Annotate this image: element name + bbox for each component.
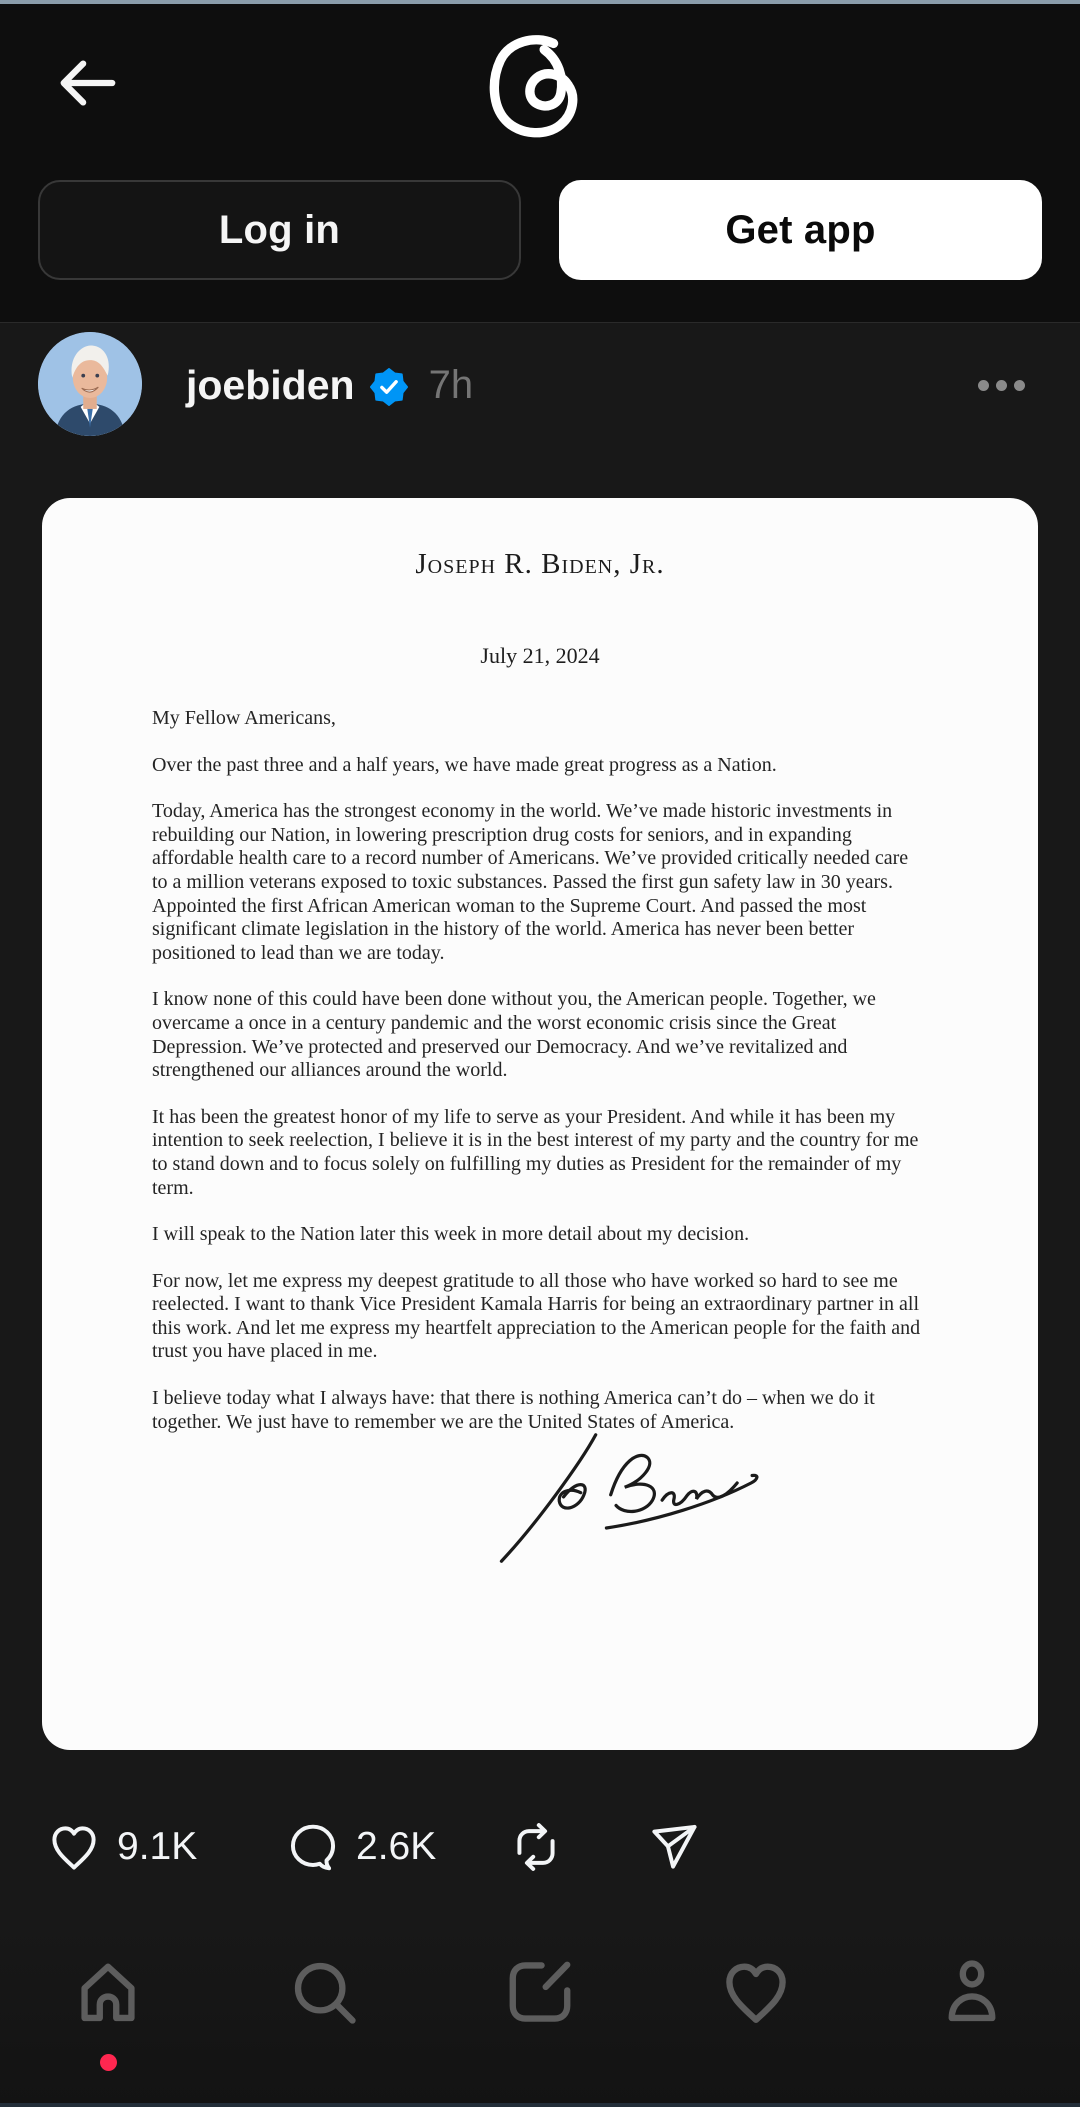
compose-icon <box>502 1954 578 2030</box>
back-arrow-icon[interactable] <box>56 52 118 114</box>
letter-salutation: My Fellow Americans, <box>152 707 336 729</box>
post-image-letter[interactable] <box>42 498 1038 1750</box>
top-header <box>0 0 1080 322</box>
home-icon <box>70 1954 146 2030</box>
log-in-button[interactable] <box>38 180 521 280</box>
letter-paragraph: I believe today what I always have: that there is nothing America can’t do – when we do it together. We just have to remember we are the United States of America. <box>152 1387 875 1433</box>
search-icon <box>286 1954 362 2030</box>
home-notification-dot <box>100 2054 117 2071</box>
letter-paragraph: I know none of this could have been done without you, the American people. Together, we overcame a once in a century pandemic and the worst economic crisis since the Great Depression. We’ve protected and preserved our Democracy. And we’ve revitalized and strengthened our alliances around the world. <box>152 988 876 1082</box>
like-count: 9.1K <box>117 1825 198 1868</box>
signature-image <box>480 1428 780 1568</box>
section-divider <box>0 322 1080 323</box>
comment-icon <box>285 1819 341 1875</box>
heart-icon <box>46 1819 102 1875</box>
letter-paragraph: It has been the greatest honor of my life to serve as your President. And while it has been my intention to seek reelection, I believe it is in the best interest of my party and the country for me to stand down and to focus solely on fulfilling my duties as President for the remainder of my term. <box>152 1105 919 1199</box>
nav-activity[interactable] <box>648 1918 864 2107</box>
nav-home[interactable] <box>0 1918 216 2107</box>
get-app-button[interactable] <box>559 180 1042 280</box>
nav-compose[interactable] <box>432 1918 648 2107</box>
profile-icon <box>934 1954 1010 2030</box>
reply-button[interactable] <box>285 1812 436 1882</box>
avatar[interactable] <box>38 332 142 436</box>
more-options-icon[interactable] <box>968 368 1034 402</box>
share-icon <box>646 1819 702 1875</box>
letter-paragraph: Today, America has the strongest economy in the world. We’ve made historic investments in rebuilding our Nation, in lowering prescription drug costs for seniors, and in expanding affordable health care to a record number of Americans. We’ve provided critically needed care to a million veterans exposed to toxic substances. Passed the first gun safety law in 30 years. Appointed the first African American woman to the Supreme Court. And passed the most significant climate legislation in the history of the world. America has never been better positioned to lead than we are today. <box>152 800 909 964</box>
threads-logo-icon <box>488 30 592 140</box>
avatar-image <box>38 332 142 436</box>
letter-paragraph: I will speak to the Nation later this week in more detail about my decision. <box>152 1223 750 1246</box>
username-link[interactable]: joebiden <box>186 361 355 408</box>
activity-heart-icon <box>718 1954 794 2030</box>
letter-body <box>152 707 926 1434</box>
post-action-bar <box>0 1812 1080 1882</box>
status-bar-strip <box>0 0 1080 4</box>
post-header <box>186 358 473 412</box>
share-button[interactable] <box>646 1812 702 1882</box>
post-timestamp: 7h <box>428 362 474 407</box>
letter-letterhead: Joseph R. Biden, Jr. <box>415 548 665 580</box>
bottom-edge-strip <box>0 2103 1080 2107</box>
nav-profile[interactable] <box>864 1918 1080 2107</box>
nav-search[interactable] <box>216 1918 432 2107</box>
like-button[interactable] <box>46 1812 197 1882</box>
reply-count: 2.6K <box>356 1825 437 1868</box>
letter-paragraph: Over the past three and a half years, we have made great progress as a Nation. <box>152 753 777 776</box>
get-app-label: Get app <box>725 207 876 252</box>
repost-button[interactable] <box>508 1812 564 1882</box>
letter-date: July 21, 2024 <box>480 643 600 668</box>
verified-badge-icon <box>370 368 408 406</box>
bottom-navigation <box>0 1918 1080 2107</box>
log-in-label: Log in <box>218 207 341 252</box>
letter-paragraph: For now, let me express my deepest gratitude to all those who have worked so hard to see me reelected. I want to thank Vice President Kamala Harris for being an extraordinary partner in all this work. And let me express my heartfelt appreciation to the American people for the faith and trust you have placed in me. <box>152 1269 921 1363</box>
repost-icon <box>508 1819 564 1875</box>
